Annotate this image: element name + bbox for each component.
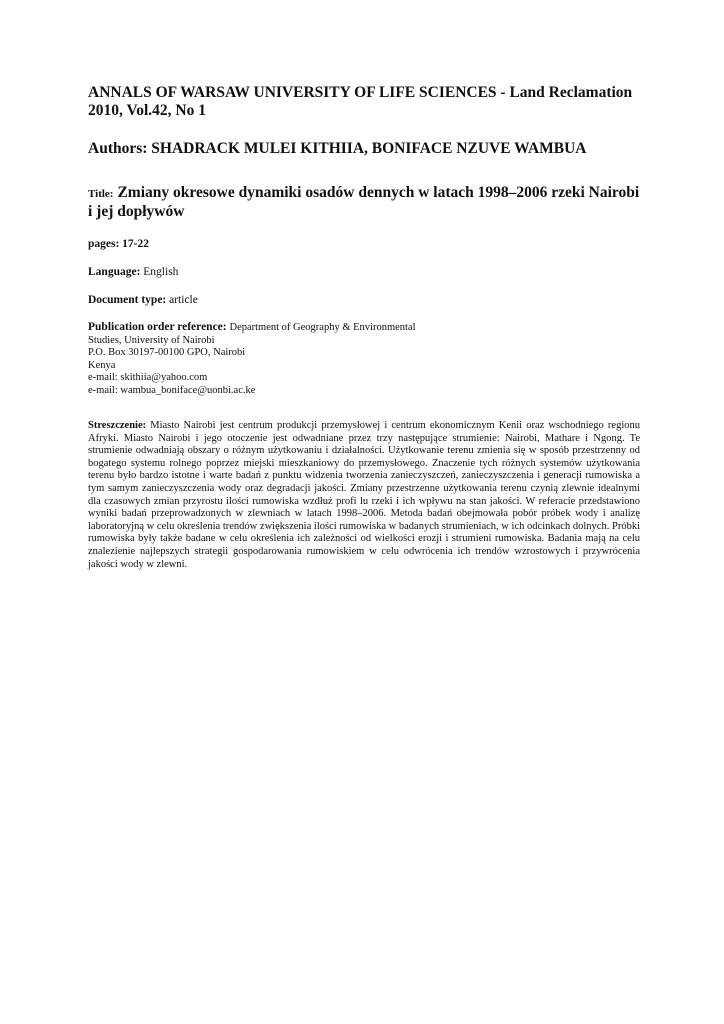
address-line: Department of Geography & Environmental — [229, 322, 416, 333]
abstract — [88, 420, 640, 571]
language-value: English — [143, 266, 179, 278]
title-text: Zmiany okresowe dynamiki osadów dennych w latach 1998–2006 rzeki Nairobi i jej dopływów — [88, 184, 640, 220]
authors-line: Authors: SHADRACK MULEI KITHIIA, BONIFACE NZUVE WAMBUA — [88, 140, 587, 157]
address-line: Studies, University of Nairobi — [88, 334, 215, 346]
address-line: Kenya — [88, 359, 116, 371]
document-page — [88, 84, 640, 571]
address-line: P.O. Box 30197-00100 GPO, Nairobi — [88, 347, 246, 358]
title-label: Title: — [88, 188, 114, 200]
email-line: e-mail: skithiia@yahoo.com — [88, 372, 208, 383]
journal-name: ANNALS OF WARSAW UNIVERSITY OF LIFE SCIENCES - Land Reclamation — [88, 84, 633, 101]
article-title — [88, 184, 640, 221]
publication-order-reference — [88, 321, 640, 397]
language-label: Language: — [88, 266, 141, 278]
document-type-field — [88, 293, 640, 307]
language-field — [88, 265, 640, 279]
journal-citation — [88, 84, 640, 120]
journal-volume: 2010, Vol.42, No 1 — [88, 102, 206, 119]
document-type-label: Document type: — [88, 294, 167, 306]
publication-order-label: Publication order reference: — [88, 321, 227, 333]
email-line: e-mail: wambua_boniface@uonbi.ac.ke — [88, 384, 256, 396]
abstract-text: Miasto Nairobi jest centrum produkcji przemysłowej i centrum ekonomicznym Kenii oraz wschodniego regionu Afryki. Miasto Nairobi i jego otoczenie jest odwadniane przez trzy następujące strumienie: Nairobi, Mathare i Ngong. Te strumienie odwadniają obszary o różnym użytkowaniu i działalności. Użytkowanie terenu zmienia się w sposób przestrzenny od bogatego systemu rolnego poprzez miejski mieszkaniowy do przemysłowego. Znaczenie tych różnych systemów użytkowania terenu było bardzo istotne i warte badań z punktu widzenia tworzenia zanieczyszczeń, zanieczyszczenia i generacji rumowiska a tym samym zanieczyszczenia wody oraz degradacji jakości. Zmiany przestrzenne użytkowania terenu czynią zlewnie idealnymi dla czasowych zmian przyrostu ilości rumowiska wzdłuż profi lu rzeki i ich wpływu na stan jakości. W referacie przedstawiono wyniki badań przeprowadzonych w zlewniach w latach 1998–2006. Metoda badań obejmowała pobór próbek wody i analizę laboratoryjną w celu określenia trendów zwiększenia ilości rumowiska w badanych strumieniach, w ich odcinkach dolnych. Próbki rumowiska były także badane w celu określenia ich zależności od wielkości erozji i strumieni rumowiska. Badania mają na celu znalezienie najlepszych strategii gospodarowania rumowiskiem w celu odwrócenia ich trendów wzrostowych i przywrócenia jakości wody w zlewni. — [88, 420, 640, 570]
abstract-label: Streszczenie: — [88, 420, 147, 431]
pages-label: pages: 17-22 — [88, 238, 150, 250]
pages-field — [88, 237, 640, 251]
document-type-value: article — [169, 294, 198, 306]
